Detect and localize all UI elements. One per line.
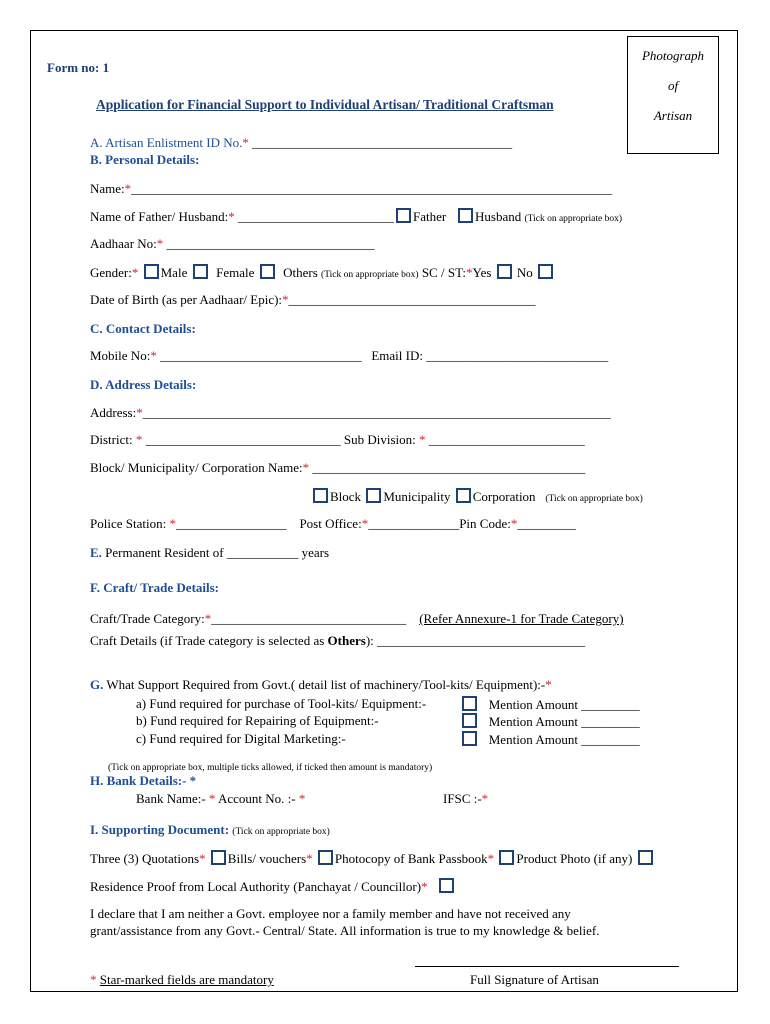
form-number: Form no: 1: [47, 60, 110, 75]
section-e-letter: E.: [90, 545, 102, 560]
required-star: *: [465, 265, 473, 280]
declaration-line-1: I declare that I am neither a Govt. employee nor a family member and have not received any: [90, 906, 571, 921]
corporation-checkbox[interactable]: [456, 488, 471, 503]
required-star: *: [199, 851, 206, 866]
pin-label: Pin Code:: [459, 516, 511, 531]
district-label: District:: [90, 432, 136, 447]
required-star: *: [418, 432, 426, 447]
husband-checkbox[interactable]: [458, 208, 473, 223]
dob-label: Date of Birth (as per Aadhaar/ Epic):: [90, 292, 283, 307]
support-item-b: [460, 713, 640, 730]
block-option: Block: [330, 489, 362, 504]
required-star: *: [150, 348, 157, 363]
bank-name-label[interactable]: Bank Name:-: [136, 791, 209, 806]
resident-text[interactable]: Permanent Resident of ___________ years: [101, 545, 330, 560]
residence-row: [90, 878, 456, 895]
district-row: [90, 432, 585, 448]
photo-line-3: Artisan: [653, 108, 693, 123]
block-checkbox[interactable]: [313, 488, 328, 503]
no-checkbox[interactable]: [538, 264, 553, 279]
mobile-label: Mobile No:: [90, 348, 151, 363]
quotations-label: Three (3) Quotations: [90, 851, 200, 866]
email-field[interactable]: ____________________________: [422, 348, 609, 363]
mandatory-note: [90, 972, 274, 988]
form-title: Application for Financial Support to Individual Artisan/ Traditional Craftsman: [96, 97, 554, 112]
required-star: *: [208, 791, 216, 806]
pin-field[interactable]: _________: [517, 516, 576, 531]
dob-row: [90, 292, 536, 308]
section-b-heading: B. Personal Details:: [90, 152, 200, 167]
others-option: Others: [283, 265, 318, 280]
section-h-heading: H. Bank Details:- *: [90, 773, 197, 788]
name-field[interactable]: __________________________________________________________________________: [131, 181, 613, 196]
craft-category-field[interactable]: ______________________________: [211, 611, 407, 626]
required-star: *: [510, 516, 518, 531]
support-item-c: [460, 731, 640, 748]
aadhaar-field[interactable]: ________________________________: [163, 236, 375, 251]
annexure-reference: (Refer Annexure-1 for Trade Category): [419, 611, 624, 626]
documents-row: [90, 850, 655, 867]
section-f-heading: F. Craft/ Trade Details:: [90, 580, 220, 595]
tick-hint: (Tick on appropriate box): [232, 827, 330, 837]
passbook-checkbox[interactable]: [499, 850, 514, 865]
address-label: Address:: [90, 405, 137, 420]
others-checkbox[interactable]: [260, 264, 275, 279]
mobile-row: [90, 348, 608, 364]
craft-details-row: [90, 633, 585, 649]
female-checkbox[interactable]: [193, 264, 208, 279]
bank-row: [136, 791, 305, 807]
dob-field[interactable]: ______________________________________: [288, 292, 536, 307]
ifsc-label[interactable]: IFSC :-: [443, 791, 482, 806]
father-checkbox[interactable]: [396, 208, 411, 223]
required-star: *: [156, 236, 164, 251]
quotations-checkbox[interactable]: [211, 850, 226, 865]
section-g-row: [90, 677, 552, 693]
account-label[interactable]: Account No. :-: [215, 791, 299, 806]
corporation-option: Corporation: [472, 489, 536, 504]
required-star: *: [302, 460, 310, 475]
craft-category-label: Craft/Trade Category:: [90, 611, 205, 626]
required-star: *: [124, 181, 132, 196]
photo-line-1: Photograph: [641, 48, 705, 63]
bills-checkbox[interactable]: [318, 850, 333, 865]
scst-label: SC / ST:: [421, 265, 466, 280]
required-star: *: [298, 791, 306, 806]
ifsc-row: [443, 791, 488, 807]
residence-checkbox[interactable]: [439, 878, 454, 893]
support-c-amount[interactable]: Mention Amount _________: [488, 732, 640, 747]
form-border: [30, 30, 738, 992]
product-photo-label: Product Photo (if any): [516, 851, 633, 866]
section-g-text: What Support Required from Govt.( detail list of machinery/Tool-kits/ Equipment):-: [103, 677, 546, 692]
police-field[interactable]: _________________: [175, 516, 287, 531]
support-item-a-label: a) Fund required for purchase of Tool-kits/ Equipment:-: [136, 696, 427, 711]
no-option: No: [516, 265, 533, 280]
section-a-label: A. Artisan Enlistment ID No.: [90, 135, 243, 150]
bills-label: Bills/ vouchers: [227, 851, 307, 866]
support-item-c-label: c) Fund required for Digital Marketing:-: [136, 731, 346, 746]
support-item-b-label: b) Fund required for Repairing of Equipment:-: [136, 713, 379, 728]
email-label: Email ID:: [371, 348, 423, 363]
mobile-field[interactable]: _______________________________: [156, 348, 362, 363]
support-item-a: [460, 696, 640, 713]
section-g-letter: G.: [90, 677, 104, 692]
craft-category-row: [90, 611, 624, 627]
section-c-heading: C. Contact Details:: [90, 321, 196, 336]
address-row: [90, 405, 611, 421]
required-star: *: [306, 851, 313, 866]
product-photo-checkbox[interactable]: [638, 850, 653, 865]
support-a-checkbox[interactable]: [462, 696, 477, 711]
tick-hint: (Tick on appropriate box): [524, 214, 623, 224]
residence-label: Residence Proof from Local Authority (Panchayat / Councillor): [90, 879, 422, 894]
municipality-option: Municipality: [383, 489, 451, 504]
address-field[interactable]: ________________________________________________________________________: [142, 405, 611, 420]
block-row: [90, 460, 585, 476]
aadhaar-row: [90, 236, 375, 252]
male-option: Male: [160, 265, 188, 280]
tick-hint: (Tick on appropriate box): [545, 494, 643, 504]
craft-details-field[interactable]: ): ________________________________: [365, 633, 586, 648]
craft-details-label: Craft Details (if Trade category is selected as: [90, 633, 328, 648]
father-option: Father: [413, 209, 447, 224]
yes-option: Yes: [472, 265, 492, 280]
required-star: *: [90, 972, 97, 987]
support-a-amount[interactable]: Mention Amount _________: [488, 697, 640, 712]
tick-hint: (Tick on appropriate box): [321, 270, 419, 280]
aadhaar-label: Aadhaar No:: [90, 236, 157, 251]
block-field[interactable]: __________________________________________: [309, 460, 586, 475]
signature-label: Full Signature of Artisan: [470, 972, 599, 987]
gender-row: [90, 264, 555, 283]
photo-line-2: of: [667, 78, 679, 93]
post-office-label: Post Office:: [299, 516, 362, 531]
declaration-line-2: grant/assistance from any Govt.- Central/ State. All information is true to my knowledge & belief.: [90, 923, 600, 938]
required-star: *: [481, 791, 489, 806]
municipality-checkbox[interactable]: [366, 488, 381, 503]
signature-line[interactable]: [415, 966, 679, 967]
others-bold: Others: [327, 633, 366, 648]
required-star: *: [135, 432, 143, 447]
required-star: *: [136, 405, 143, 420]
required-star: *: [242, 135, 249, 150]
passbook-label: Photocopy of Bank Passbook: [334, 851, 488, 866]
name-row: [90, 181, 612, 197]
block-type-row: [311, 488, 643, 507]
section-i-heading: I. Supporting Document:: [90, 822, 230, 837]
support-b-checkbox[interactable]: [462, 713, 477, 728]
father-field[interactable]: ________________________: [234, 209, 395, 224]
male-checkbox[interactable]: [144, 264, 159, 279]
required-star: *: [545, 677, 552, 692]
photograph-box[interactable]: [627, 36, 719, 154]
enlistment-id-field[interactable]: ________________________________________: [248, 135, 513, 150]
section-d-heading: D. Address Details:: [90, 377, 197, 392]
post-office-field[interactable]: ______________: [368, 516, 460, 531]
subdivision-field[interactable]: ________________________: [425, 432, 585, 447]
female-option: Female: [216, 265, 255, 280]
district-field[interactable]: ______________________________: [142, 432, 341, 447]
required-star: *: [169, 516, 176, 531]
police-row: [90, 516, 576, 532]
required-star: *: [204, 611, 212, 626]
father-row: [90, 208, 622, 227]
required-star: *: [131, 265, 139, 280]
section-e-row: [90, 545, 329, 561]
section-i-row: [90, 822, 330, 840]
support-b-amount[interactable]: Mention Amount _________: [488, 714, 640, 729]
gender-label: Gender:: [90, 265, 132, 280]
father-label: Name of Father/ Husband:: [90, 209, 229, 224]
husband-option: Husband: [475, 209, 522, 224]
required-star: *: [282, 292, 289, 307]
police-label: Police Station:: [90, 516, 170, 531]
block-label: Block/ Municipality/ Corporation Name:: [90, 460, 303, 475]
required-star: *: [228, 209, 235, 224]
required-star: *: [487, 851, 495, 866]
support-c-checkbox[interactable]: [462, 731, 477, 746]
required-star: *: [361, 516, 369, 531]
subdivision-label: Sub Division:: [343, 432, 419, 447]
yes-checkbox[interactable]: [497, 264, 512, 279]
mandatory-text: Star-marked fields are mandatory: [99, 972, 274, 987]
support-hint: (Tick on appropriate box, multiple ticks allowed, if ticked then amount is mandatory): [108, 763, 433, 773]
section-a-row: [90, 135, 512, 151]
required-star: *: [421, 879, 428, 894]
name-label: Name:: [90, 181, 125, 196]
